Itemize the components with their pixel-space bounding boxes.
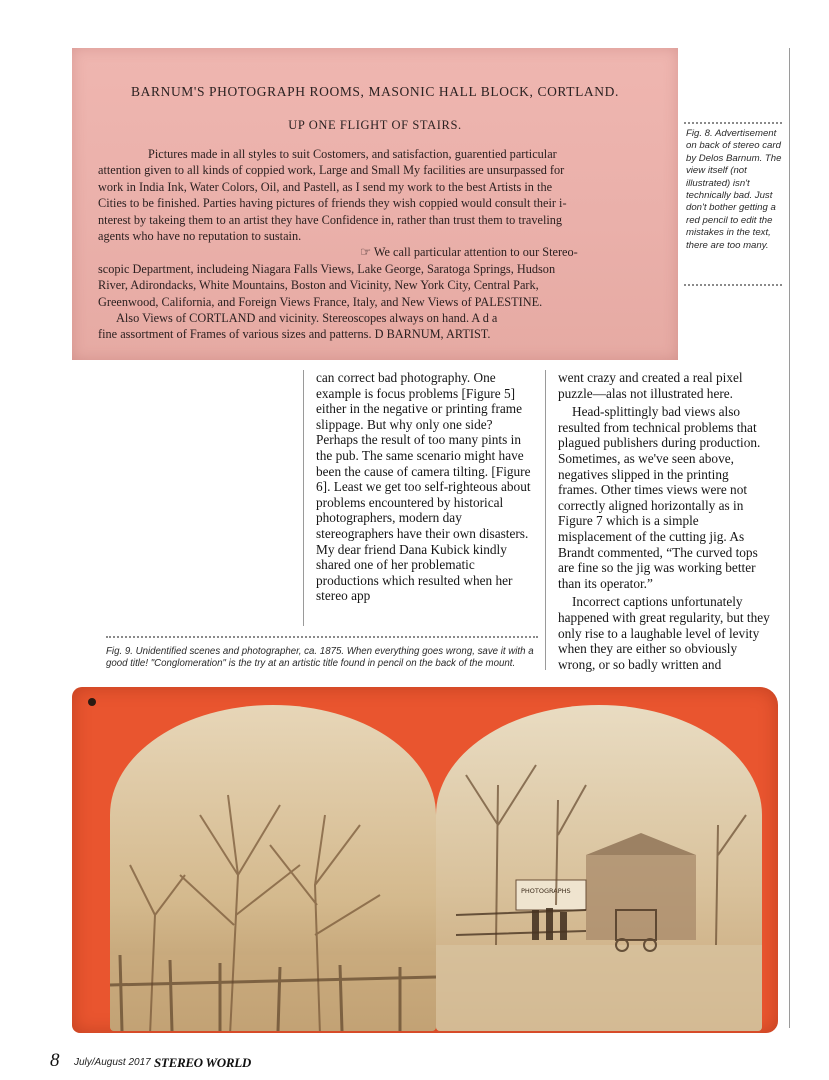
- ad-line: Also Views of CORTLAND and vicinity. Stereoscopes always on hand. A d a: [116, 311, 498, 326]
- ad-line: ☞ We call particular attention to our Stereo-: [360, 245, 578, 260]
- ad-subtitle: UP ONE FLIGHT OF STAIRS.: [288, 118, 462, 132]
- ad-line: work in India Ink, Water Colors, Oil, and Pastell, as I send my work to the best Artists in the: [98, 179, 553, 194]
- advertisement-card-image: [72, 48, 678, 360]
- fig8-caption: Fig. 8. Advertisement on back of stereo card by Delos Barnum. The view itself (not illustrated) isn't technically bad. Just don't bother getting a red pencil to edit the mistakes in the text, there are too many.: [686, 128, 782, 251]
- ad-body: [98, 146, 652, 343]
- mount-hole: [88, 698, 96, 706]
- stereo-view-left: [110, 705, 436, 1031]
- ad-line: fine assortment of Frames of various sizes and patterns. D BARNUM, ARTIST.: [98, 327, 491, 342]
- column-divider: [303, 370, 304, 626]
- ad-title: BARNUM'S PHOTOGRAPH ROOMS, MASONIC HALL BLOCK, CORTLAND.: [131, 84, 619, 99]
- stereo-view-right: [436, 705, 762, 1031]
- ad-line: agents who have no reputation to sustain.: [98, 229, 302, 244]
- fig9-caption: Fig. 9. Unidentified scenes and photographer, ca. 1875. When everything goes wrong, save it with a good title! "Conglomeration" is the try at an artistic title found in pencil on the back of the mount.: [106, 646, 534, 669]
- paragraph: can correct bad photography. One example is focus problems [Figure 5] either in the negative or printing frame slippage. But why only one side? Perhaps the result of too many pints in the pub. The same scenario might have been the cause of camera tilting. [Figure 6]. Least we get too self-righteous about problems encountered by historical photographers, modern day stereographers have their own disasters. My dear friend Dana Kubick kindly shared one of her problematic productions which resulted when her stereo app: [316, 370, 531, 604]
- column-divider: [545, 370, 546, 670]
- ad-line: nterest by takeing them to an artist they have Confidence in, rather than trust them to traveling: [98, 212, 563, 227]
- column-rule-right: [789, 48, 790, 1028]
- yard-scene-illustration: [436, 705, 762, 1031]
- caption-dotted-rule: [684, 122, 782, 124]
- magazine-name: STEREO WORLD: [154, 1055, 251, 1070]
- ad-line: Greenwood, California, and Foreign Views France, Italy, and New Views of PALESTINE.: [98, 294, 543, 309]
- article-column-right: [558, 370, 770, 672]
- page-number: 8: [50, 1050, 60, 1071]
- paragraph: Head-splittingly bad views also resulted from technical problems that plagued publishers during production. Sometimes, as we've seen above, negatives slipped in the printing frames. Other times views were not correctly aligned horizontally as in Figure 7 which is a simple misplacement of the cutting jig. As Brandt commented, “The curved tops are fine so the jig was working better than its operator.”: [558, 404, 761, 591]
- snowy-trees-illustration: [110, 705, 436, 1031]
- ad-line: River, Adirondacks, White Mountains, Boston and Vicinity, New York City, Central Park,: [98, 278, 539, 293]
- ad-line: Cities to be finished. Parties having pictures of friends they wish coppied would consult their i-: [98, 196, 567, 211]
- ad-line: Pictures made in all styles to suit Costomers, and satisfaction, guarentied particular: [148, 147, 557, 161]
- photo-sign-text: PHOTOGRAPHS: [521, 887, 571, 895]
- issue-date: July/August 2017: [74, 1057, 151, 1068]
- paragraph: Incorrect captions unfortunately happened with great regularity, but they only rise to a laughable level of levity when they are either so obviously wrong, or so badly written and: [558, 594, 770, 672]
- caption-dotted-rule: [106, 636, 538, 638]
- ad-line: scopic Department, includeing Niagara Falls Views, Lake George, Saratoga Springs, Hudson: [98, 261, 556, 276]
- article-column-middle: [316, 370, 532, 604]
- caption-dotted-rule: [684, 284, 782, 286]
- ad-line: attention given to all kinds of coppied work, Large and Small My facilities are unsurpassed for: [98, 163, 565, 178]
- paragraph: went crazy and created a real pixel puzzle—alas not illustrated here.: [558, 370, 743, 401]
